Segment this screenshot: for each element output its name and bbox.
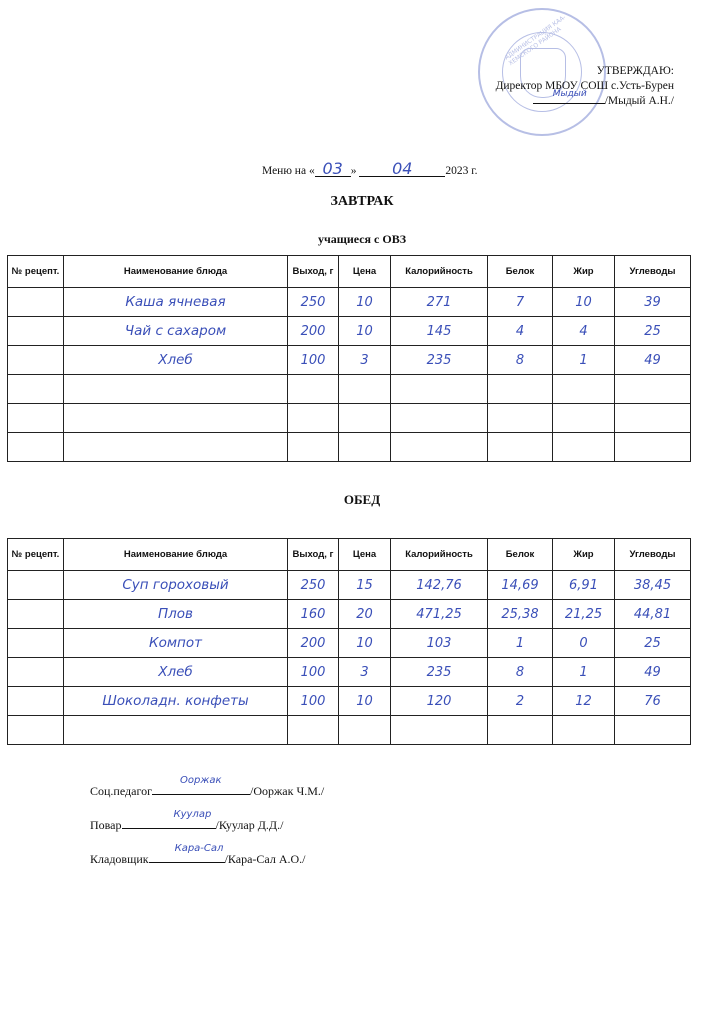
cell-recipe bbox=[8, 317, 64, 346]
col-name: Наименование блюда bbox=[64, 256, 288, 288]
table-row bbox=[8, 346, 691, 375]
cell-kcal: 120 bbox=[391, 687, 488, 716]
cell-name: Хлеб bbox=[64, 658, 288, 687]
cell-protein bbox=[488, 404, 553, 433]
breakfast-table bbox=[7, 255, 691, 462]
signature-name: /Кара-Сал А.О./ bbox=[224, 852, 306, 866]
cell-fat: 4 bbox=[553, 317, 615, 346]
cell-carbs: 49 bbox=[615, 658, 691, 687]
cell-carbs: 25 bbox=[615, 317, 691, 346]
cell-name: Чай с сахаром bbox=[64, 317, 288, 346]
cell-protein bbox=[488, 433, 553, 462]
cell-fat: 0 bbox=[553, 629, 615, 658]
cell-carbs bbox=[615, 404, 691, 433]
cell-recipe bbox=[8, 404, 64, 433]
signature-blank bbox=[152, 775, 250, 795]
cell-recipe bbox=[8, 288, 64, 317]
approval-position: Директор МБОУ СОШ с.Усть-Бурен bbox=[495, 79, 674, 92]
col-recipe: № рецепт. bbox=[8, 539, 64, 571]
cell-carbs bbox=[615, 375, 691, 404]
cell-protein: 2 bbox=[488, 687, 553, 716]
signature-name: /Куулар Д.Д./ bbox=[215, 818, 284, 832]
quote-close: » bbox=[350, 165, 357, 177]
menu-label: Меню на bbox=[262, 165, 307, 177]
approval-signature-line bbox=[496, 89, 674, 109]
cell-kcal: 103 bbox=[391, 629, 488, 658]
cell-protein: 8 bbox=[488, 346, 553, 375]
cell-name: Суп гороховый bbox=[64, 571, 288, 600]
cell-protein: 4 bbox=[488, 317, 553, 346]
menu-month: 04 bbox=[359, 162, 445, 177]
lunch-title: ОБЕД bbox=[343, 492, 381, 507]
cell-recipe bbox=[8, 375, 64, 404]
cell-yield: 160 bbox=[288, 600, 339, 629]
table-row bbox=[8, 658, 691, 687]
approval-block bbox=[496, 64, 674, 109]
cell-carbs bbox=[615, 716, 691, 745]
table-row bbox=[8, 571, 691, 600]
signature-scribble: Ооржак bbox=[180, 775, 222, 786]
cell-yield: 200 bbox=[288, 629, 339, 658]
table-row bbox=[8, 288, 691, 317]
cell-protein: 7 bbox=[488, 288, 553, 317]
table-row bbox=[8, 404, 691, 433]
cell-fat: 21,25 bbox=[553, 600, 615, 629]
cell-yield: 200 bbox=[288, 317, 339, 346]
cell-protein: 1 bbox=[488, 629, 553, 658]
cell-price bbox=[339, 404, 391, 433]
col-fat: Жир bbox=[553, 539, 615, 571]
cell-name bbox=[64, 433, 288, 462]
cell-fat bbox=[553, 375, 615, 404]
cell-price bbox=[339, 433, 391, 462]
director-name: /Мыдый А.Н./ bbox=[604, 95, 674, 107]
cell-kcal: 271 bbox=[391, 288, 488, 317]
cell-fat: 10 bbox=[553, 288, 615, 317]
cell-price: 3 bbox=[339, 346, 391, 375]
signature-role: Соц.педагог bbox=[90, 784, 152, 798]
cell-carbs bbox=[615, 433, 691, 462]
signature-role: Кладовщик bbox=[90, 852, 149, 866]
cell-price: 20 bbox=[339, 600, 391, 629]
cell-protein: 14,69 bbox=[488, 571, 553, 600]
cell-fat: 1 bbox=[553, 658, 615, 687]
col-protein: Белок bbox=[488, 539, 553, 571]
menu-day: 03 bbox=[315, 162, 351, 177]
cell-carbs: 76 bbox=[615, 687, 691, 716]
signature-scribble: Куулар bbox=[173, 809, 212, 820]
cell-fat: 12 bbox=[553, 687, 615, 716]
col-kcal: Калорийность bbox=[391, 539, 488, 571]
cell-price: 15 bbox=[339, 571, 391, 600]
director-signature bbox=[533, 89, 605, 104]
cell-yield: 100 bbox=[288, 658, 339, 687]
table-row bbox=[8, 600, 691, 629]
cell-kcal bbox=[391, 716, 488, 745]
breakfast-title: ЗАВТРАК bbox=[330, 194, 394, 209]
cell-kcal bbox=[391, 404, 488, 433]
cell-protein bbox=[488, 716, 553, 745]
col-yield: Выход, г bbox=[288, 539, 339, 571]
breakfast-header-row bbox=[8, 256, 691, 288]
cell-price bbox=[339, 375, 391, 404]
col-kcal: Калорийность bbox=[391, 256, 488, 288]
cell-carbs: 25 bbox=[615, 629, 691, 658]
cell-fat: 6,91 bbox=[553, 571, 615, 600]
col-carbs: Углеводы bbox=[615, 256, 691, 288]
cell-yield: 100 bbox=[288, 346, 339, 375]
col-carbs: Углеводы bbox=[615, 539, 691, 571]
cell-kcal: 471,25 bbox=[391, 600, 488, 629]
lunch-table bbox=[7, 538, 691, 745]
cell-recipe bbox=[8, 687, 64, 716]
signature-storekeeper bbox=[90, 843, 306, 867]
signature-scribble: Кара-Сал bbox=[174, 843, 224, 854]
cell-kcal: 235 bbox=[391, 658, 488, 687]
cell-fat: 1 bbox=[553, 346, 615, 375]
cell-yield: 250 bbox=[288, 288, 339, 317]
signature-social-pedagogue bbox=[90, 775, 325, 799]
col-protein: Белок bbox=[488, 256, 553, 288]
cell-yield bbox=[288, 375, 339, 404]
stamp-text: АДМИНИСТРАЦИЯ КАА-ХЕМСКОГО РАЙОНА bbox=[503, 13, 568, 68]
cell-recipe bbox=[8, 716, 64, 745]
menu-date bbox=[262, 159, 478, 178]
cell-yield bbox=[288, 433, 339, 462]
signature-cook bbox=[90, 809, 284, 833]
col-recipe: № рецепт. bbox=[8, 256, 64, 288]
cell-recipe bbox=[8, 346, 64, 375]
table-row bbox=[8, 375, 691, 404]
cell-price: 3 bbox=[339, 658, 391, 687]
cell-name bbox=[64, 716, 288, 745]
cell-fat bbox=[553, 404, 615, 433]
signature-role: Повар bbox=[90, 818, 122, 832]
cell-price: 10 bbox=[339, 317, 391, 346]
cell-kcal: 235 bbox=[391, 346, 488, 375]
table-row bbox=[8, 629, 691, 658]
cell-carbs: 38,45 bbox=[615, 571, 691, 600]
cell-price: 10 bbox=[339, 629, 391, 658]
cell-yield bbox=[288, 716, 339, 745]
cell-recipe bbox=[8, 629, 64, 658]
table-row bbox=[8, 317, 691, 346]
cell-protein: 25,38 bbox=[488, 600, 553, 629]
cell-recipe bbox=[8, 600, 64, 629]
cell-kcal bbox=[391, 433, 488, 462]
table-row bbox=[8, 716, 691, 745]
signature-name: /Ооржак Ч.М./ bbox=[250, 784, 325, 798]
cell-carbs: 49 bbox=[615, 346, 691, 375]
cell-name: Шоколадн. конфеты bbox=[64, 687, 288, 716]
cell-name: Каша ячневая bbox=[64, 288, 288, 317]
cell-kcal: 142,76 bbox=[391, 571, 488, 600]
cell-yield: 250 bbox=[288, 571, 339, 600]
quote-open: « bbox=[308, 165, 315, 177]
lunch-header-row bbox=[8, 539, 691, 571]
cell-name: Плов bbox=[64, 600, 288, 629]
cell-name: Хлеб bbox=[64, 346, 288, 375]
cell-price: 10 bbox=[339, 288, 391, 317]
cell-carbs: 39 bbox=[615, 288, 691, 317]
table-row bbox=[8, 433, 691, 462]
cell-name bbox=[64, 375, 288, 404]
cell-kcal: 145 bbox=[391, 317, 488, 346]
approval-title: УТВЕРЖДАЮ: bbox=[596, 65, 674, 77]
director-signature-scribble: Мыдый bbox=[552, 89, 587, 99]
col-fat: Жир bbox=[553, 256, 615, 288]
cell-recipe bbox=[8, 433, 64, 462]
cell-recipe bbox=[8, 658, 64, 687]
col-price: Цена bbox=[339, 256, 391, 288]
col-name: Наименование блюда bbox=[64, 539, 288, 571]
cell-protein bbox=[488, 375, 553, 404]
cell-fat bbox=[553, 433, 615, 462]
cell-kcal bbox=[391, 375, 488, 404]
signature-blank bbox=[149, 843, 225, 863]
table-row bbox=[8, 687, 691, 716]
col-price: Цена bbox=[339, 539, 391, 571]
cell-fat bbox=[553, 716, 615, 745]
cell-carbs: 44,81 bbox=[615, 600, 691, 629]
cell-yield bbox=[288, 404, 339, 433]
cell-recipe bbox=[8, 571, 64, 600]
menu-year: 2023 г. bbox=[445, 165, 478, 177]
col-yield: Выход, г bbox=[288, 256, 339, 288]
cell-yield: 100 bbox=[288, 687, 339, 716]
breakfast-subtitle: учащиеся с ОВЗ bbox=[317, 232, 407, 246]
cell-price: 10 bbox=[339, 687, 391, 716]
cell-name: Компот bbox=[64, 629, 288, 658]
signature-blank bbox=[122, 809, 216, 829]
cell-price bbox=[339, 716, 391, 745]
cell-name bbox=[64, 404, 288, 433]
cell-protein: 8 bbox=[488, 658, 553, 687]
